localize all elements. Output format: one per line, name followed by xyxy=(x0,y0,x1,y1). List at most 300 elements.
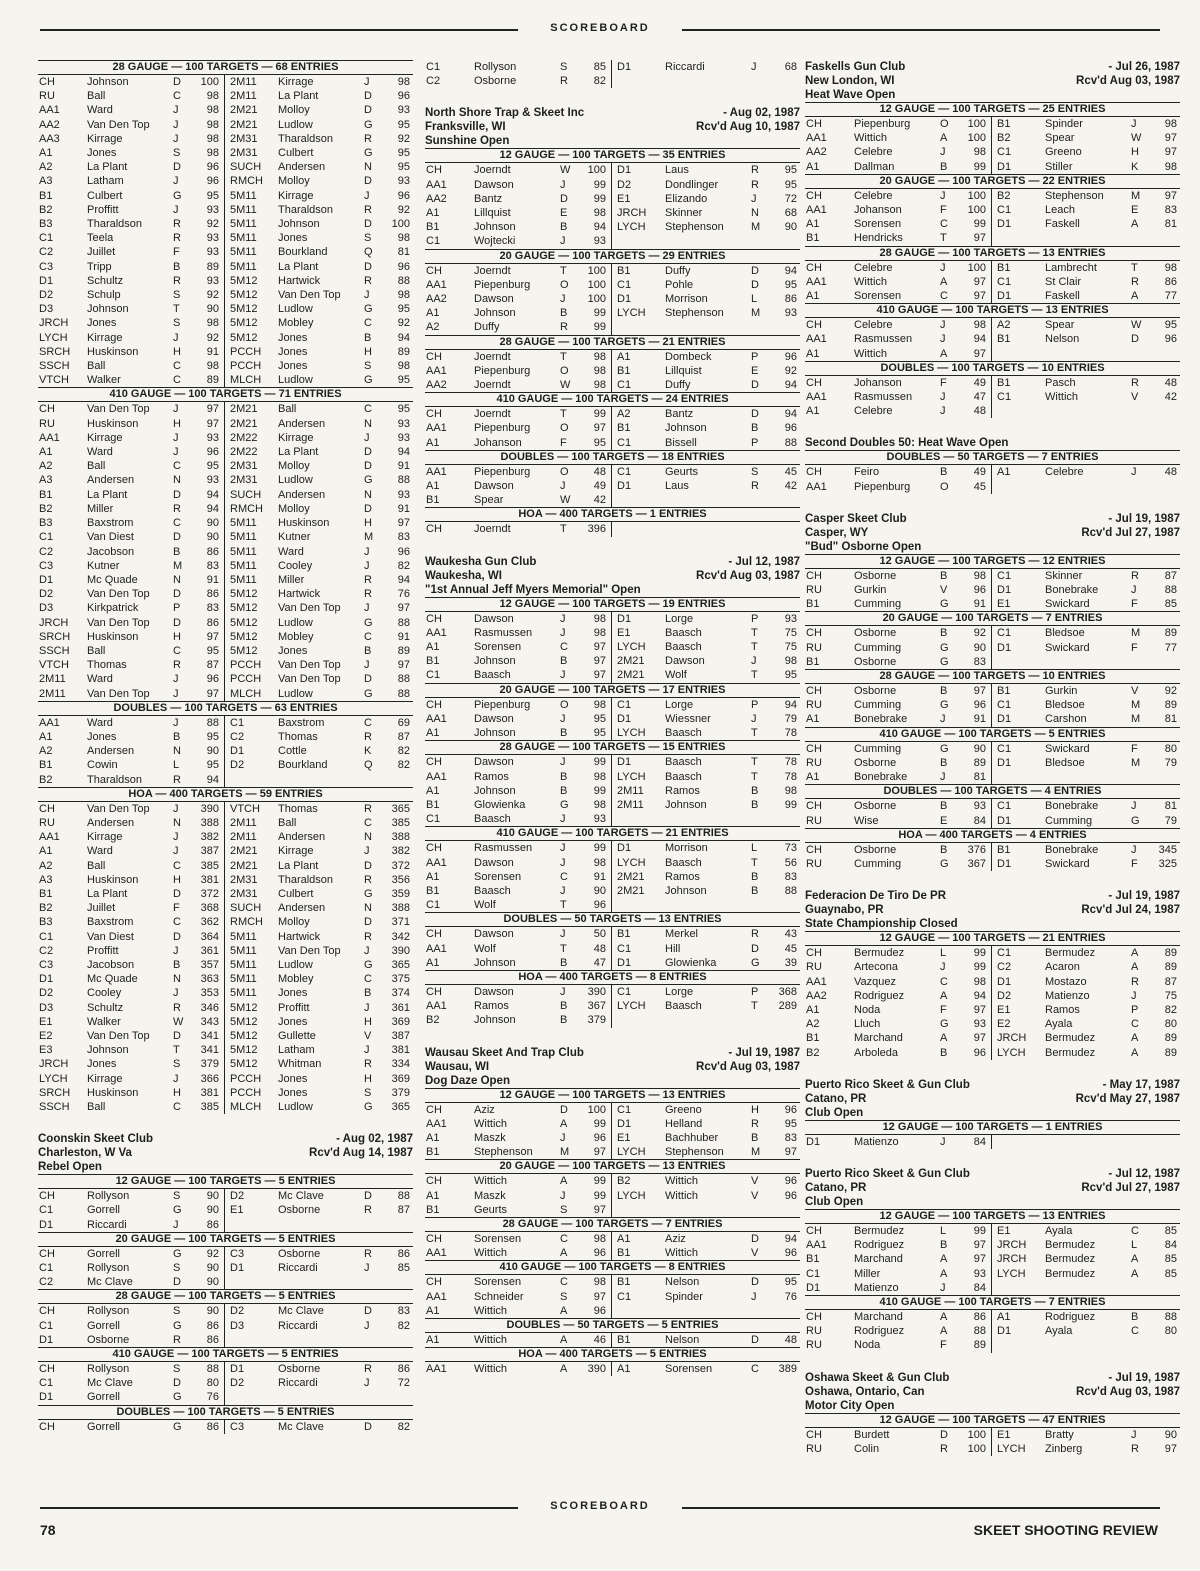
shooter-initial: J xyxy=(560,178,566,191)
shooter-score xyxy=(381,1218,415,1232)
result-row xyxy=(805,655,1182,669)
shooter-score: 97 xyxy=(397,659,410,672)
shooter-name xyxy=(664,1304,750,1318)
shooter-initial: V xyxy=(751,1247,759,1260)
shooter-initial: B xyxy=(751,784,759,797)
shooter-score: 86 xyxy=(1164,275,1177,288)
shooter-score: 98 xyxy=(206,147,219,160)
shooter-score: 98 xyxy=(973,569,986,582)
result-row xyxy=(425,798,802,812)
shooter-name: Piepenburg xyxy=(474,698,531,711)
event-header: 410 GAUGE — 100 TARGETS — 24 ENTRIES xyxy=(425,392,800,407)
class-code: JRCH xyxy=(39,317,69,330)
shooter-name: Ramos xyxy=(474,770,509,783)
shooter-initial: A xyxy=(940,1310,948,1323)
results-table xyxy=(38,802,415,1114)
event-header: 410 GAUGE — 100 TARGETS — 7 ENTRIES xyxy=(805,1295,1180,1310)
class-code: D1 xyxy=(806,1135,821,1148)
shooter-initial: C xyxy=(940,218,948,231)
shooter-initial: J xyxy=(173,431,179,444)
result-row xyxy=(38,402,415,416)
shooter-score: 96 xyxy=(397,90,410,103)
shooter-name: Bantz xyxy=(474,192,503,205)
shooter-name: Stephenson xyxy=(665,1146,724,1159)
shooter-initial: J xyxy=(751,1290,757,1303)
shooter-score: 99 xyxy=(593,756,606,769)
shooter-name: Rasmussen xyxy=(854,391,913,404)
shooter-initial: R xyxy=(364,802,372,815)
result-row xyxy=(805,189,1182,203)
class-code: 5M12 xyxy=(225,302,278,316)
shooter-initial: R xyxy=(173,773,181,786)
shooter-initial: S xyxy=(560,1203,568,1216)
result-row xyxy=(38,189,415,203)
shooter-name: Hartwick xyxy=(278,274,321,287)
shooter-name: Wittich xyxy=(474,1175,507,1188)
shooter-name: Andersen xyxy=(87,816,135,829)
shooter-score: 91 xyxy=(593,870,606,883)
club-block xyxy=(38,1132,413,1434)
shooter-initial: G xyxy=(364,958,373,971)
shooter-score: 95 xyxy=(397,374,410,387)
shooter-initial: J xyxy=(173,944,179,957)
shooter-initial: D xyxy=(364,460,372,473)
result-row xyxy=(38,89,415,103)
shooter-initial: R xyxy=(364,1363,372,1376)
shooter-name: Osborne xyxy=(854,800,897,813)
shooter-name: Sorensen xyxy=(665,1363,713,1376)
class-code xyxy=(225,1390,278,1404)
shooter-initial: J xyxy=(364,545,370,558)
shooter-name: Piepenburg xyxy=(474,278,531,291)
shooter-initial: D xyxy=(751,379,759,392)
shooter-score: 95 xyxy=(784,669,797,682)
shooter-initial: T xyxy=(751,669,758,682)
shooter-name: Hartwick xyxy=(278,930,321,943)
shooter-score: 94 xyxy=(973,333,986,346)
result-row xyxy=(805,756,1182,770)
shooter-initial: C xyxy=(1131,1018,1139,1031)
class-code: 5M11 xyxy=(225,559,278,573)
class-code: CH xyxy=(426,264,442,277)
club-name: Oshawa Skeet & Gun Club xyxy=(805,1371,950,1384)
class-code: A3 xyxy=(39,175,53,188)
shooter-score: 93 xyxy=(593,813,606,826)
class-code: C1 xyxy=(992,626,1045,640)
result-row xyxy=(425,770,802,784)
event-block xyxy=(425,450,800,508)
shooter-name: Stephenson xyxy=(665,307,724,320)
class-code: B1 xyxy=(39,488,53,501)
shooter-score: 96 xyxy=(973,584,986,597)
result-row xyxy=(425,1145,802,1159)
shooter-initial: G xyxy=(364,118,373,131)
results-table xyxy=(425,163,802,248)
shooter-score xyxy=(768,74,802,88)
shooter-initial: G xyxy=(173,189,182,202)
shooter-score: 87 xyxy=(397,730,410,743)
class-code: A1 xyxy=(806,218,820,231)
shooter-name: Van Den Top xyxy=(87,1030,150,1042)
shooter-initial: A xyxy=(940,1032,948,1045)
shooter-score: 98 xyxy=(973,146,986,159)
class-code: E2 xyxy=(992,1017,1045,1031)
class-code: 5M11 xyxy=(225,231,278,245)
class-code: CH xyxy=(39,1420,55,1433)
results-table xyxy=(425,841,802,912)
shooter-score: 90 xyxy=(593,884,606,897)
shooter-initial: J xyxy=(1131,1428,1137,1441)
shooter-name: Duffy xyxy=(665,379,691,392)
club-block xyxy=(805,1078,1180,1149)
class-code: CH xyxy=(426,408,442,421)
shooter-score: 98 xyxy=(593,379,606,392)
class-code: D3 xyxy=(39,1001,54,1014)
result-row xyxy=(805,684,1182,698)
results-table xyxy=(38,1362,415,1405)
shooter-score: 99 xyxy=(593,842,606,855)
class-code: D1 xyxy=(992,712,1045,726)
result-row xyxy=(38,944,415,958)
club-city: Wausau, WI xyxy=(425,1060,490,1073)
shooter-name: Sorensen xyxy=(474,641,522,654)
club-location-line xyxy=(805,1092,1180,1106)
class-code: CH xyxy=(426,1276,442,1289)
shooter-initial: G xyxy=(173,1204,182,1217)
shooter-name: La Plant xyxy=(87,488,128,501)
class-code: D1 xyxy=(612,479,665,493)
shooter-score: 94 xyxy=(397,331,410,344)
shooter-score: 99 xyxy=(593,192,606,205)
class-code: RU xyxy=(39,90,55,103)
shooter-score: 97 xyxy=(973,685,986,698)
shooter-initial: H xyxy=(173,417,181,430)
result-row xyxy=(38,1247,415,1261)
shooter-score: 385 xyxy=(200,1101,219,1114)
shooter-score: 86 xyxy=(206,588,219,601)
class-code: 2M21 xyxy=(225,844,278,858)
shooter-name: Ball xyxy=(87,1101,106,1114)
shooter-initial xyxy=(750,234,768,248)
class-code: A2 xyxy=(39,460,53,473)
results-table xyxy=(425,350,802,393)
class-code: C1 xyxy=(39,1377,54,1390)
class-code: C1 xyxy=(992,275,1045,289)
shooter-initial: V xyxy=(751,1189,759,1202)
shooter-name: Whitman xyxy=(278,1058,322,1071)
class-code: A1 xyxy=(39,730,53,743)
class-code: D1 xyxy=(612,163,665,177)
shooter-score: 382 xyxy=(391,845,410,858)
shooter-name: Dawson xyxy=(474,293,514,306)
class-code: D2 xyxy=(992,989,1045,1003)
shooter-score: 81 xyxy=(397,246,410,259)
class-code: A1 xyxy=(426,641,440,654)
shooter-name: Skinner xyxy=(665,207,703,220)
class-code: LYCH xyxy=(612,306,665,320)
club-header-line xyxy=(425,555,800,569)
shooter-score: 84 xyxy=(1164,1239,1177,1252)
shooter-score: 88 xyxy=(397,687,410,700)
shooter-initial: D xyxy=(751,942,759,955)
shooter-score: 72 xyxy=(784,192,797,205)
shooter-score: 88 xyxy=(973,1325,986,1338)
shooter-name xyxy=(277,773,363,787)
class-code: D1 xyxy=(992,583,1045,597)
shooter-name: Bourkland xyxy=(278,246,328,259)
shooter-name: Huskinson xyxy=(87,345,139,358)
shooter-score: 93 xyxy=(206,246,219,259)
class-code: 2M11 xyxy=(39,687,66,700)
class-code: B1 xyxy=(39,887,53,900)
class-code: CH xyxy=(806,466,822,479)
class-code: AA1 xyxy=(426,422,447,435)
class-code: C1 xyxy=(426,899,441,912)
result-row xyxy=(425,1333,802,1347)
shooter-name: Baasch xyxy=(474,669,511,682)
shooter-score: 372 xyxy=(200,887,219,900)
shooter-name: Jones xyxy=(87,317,117,330)
shooter-name: Kutner xyxy=(278,531,311,544)
shooter-initial xyxy=(363,773,381,787)
shooter-name: Bratty xyxy=(1045,1428,1074,1441)
shooter-name xyxy=(664,1203,750,1217)
shooter-name: Molloy xyxy=(278,502,310,515)
results-table xyxy=(805,1310,1182,1353)
results-table xyxy=(38,1247,415,1290)
class-code xyxy=(992,404,1045,418)
class-code: 2M22 xyxy=(225,445,278,459)
shooter-name: Gurkin xyxy=(854,584,887,597)
result-row xyxy=(425,1362,802,1376)
shooter-score: 50 xyxy=(593,928,606,941)
shooter-score: 389 xyxy=(778,1363,797,1376)
class-code: A1 xyxy=(992,465,1045,479)
event-block xyxy=(425,740,800,826)
event-block xyxy=(425,597,800,683)
shooter-score: 76 xyxy=(397,588,410,601)
class-code: D1 xyxy=(39,1391,54,1404)
shooter-score: 95 xyxy=(206,759,219,772)
shooter-name: Stephenson xyxy=(1045,189,1104,202)
shooter-score xyxy=(1148,347,1182,361)
event-block xyxy=(805,611,1180,669)
class-code: C1 xyxy=(612,378,665,392)
shooter-name: Dawson xyxy=(665,655,705,668)
shooter-score: 97 xyxy=(784,1146,797,1159)
shooter-score: 93 xyxy=(397,488,410,501)
result-row xyxy=(425,1131,802,1145)
shooter-score: 90 xyxy=(206,1305,219,1318)
shooter-initial: N xyxy=(364,161,372,174)
class-code: D1 xyxy=(992,160,1045,174)
shooter-initial: M xyxy=(1131,713,1141,726)
shooter-score: 86 xyxy=(206,616,219,629)
shoot-line xyxy=(805,540,1180,554)
shooter-score: 100 xyxy=(967,1428,986,1441)
result-row xyxy=(38,545,415,559)
class-code: D1 xyxy=(992,756,1045,770)
class-code: D1 xyxy=(225,1261,278,1275)
class-code: 5M12 xyxy=(225,1043,278,1057)
shooter-name: Van Den Top xyxy=(87,802,150,815)
class-code: JRCH xyxy=(612,206,665,220)
shooter-initial: F xyxy=(173,246,180,259)
shooter-initial: G xyxy=(364,147,373,160)
shooter-score: 97 xyxy=(1164,1442,1177,1455)
shooter-initial: R xyxy=(364,203,372,216)
class-code: A2 xyxy=(426,321,440,334)
shooter-score: 94 xyxy=(206,773,219,786)
shooter-name: Wittich xyxy=(1045,391,1078,404)
shoot-date: - Jul 19, 1987 xyxy=(1108,1371,1180,1384)
shooter-name: Baasch xyxy=(474,884,511,897)
shooter-initial: F xyxy=(560,436,567,449)
shooter-score: 86 xyxy=(397,1363,410,1376)
result-row xyxy=(38,274,415,288)
shooter-name: Kirrage xyxy=(278,845,314,858)
shooter-name: Johnson xyxy=(87,303,129,316)
class-code: 5M11 xyxy=(225,545,278,559)
shooter-name: Wittich xyxy=(474,1247,507,1260)
shooter-initial: S xyxy=(751,465,759,478)
shooter-name: Nelson xyxy=(1045,333,1080,346)
shooter-initial: F xyxy=(1131,857,1138,870)
shooter-score: 99 xyxy=(973,1224,986,1237)
class-code: AA2 xyxy=(426,192,447,205)
class-code: B1 xyxy=(806,598,820,611)
shooter-initial: S xyxy=(173,1190,181,1203)
shooter-name: Ward xyxy=(87,446,113,459)
class-code: AA2 xyxy=(426,293,447,306)
class-code: AA1 xyxy=(426,1000,447,1013)
shooter-score: 43 xyxy=(784,928,797,941)
shooter-initial: S xyxy=(173,289,181,302)
class-code: D2 xyxy=(225,758,278,772)
club-name: Faskells Gun Club xyxy=(805,61,906,73)
shooter-score: 98 xyxy=(593,798,606,811)
class-code: AA2 xyxy=(806,146,827,159)
result-row xyxy=(425,712,802,726)
shooter-name: Jones xyxy=(87,730,117,743)
shooter-initial: J xyxy=(364,289,370,302)
shooter-initial: D xyxy=(364,175,372,188)
result-row xyxy=(805,318,1182,332)
shooter-initial: C xyxy=(940,975,948,988)
shooter-name: Mc Clave xyxy=(278,1305,324,1318)
shooter-score xyxy=(768,522,802,536)
class-code: VTCH xyxy=(39,659,69,672)
shooter-name: Bermudez xyxy=(1045,1253,1096,1266)
class-code: C1 xyxy=(992,390,1045,404)
class-code: MLCH xyxy=(225,687,278,701)
shooter-name: Johnson xyxy=(87,76,129,88)
class-code: C1 xyxy=(612,942,665,956)
results-table xyxy=(425,264,802,335)
shooter-name: Maszk xyxy=(474,1189,506,1202)
result-row xyxy=(425,654,802,668)
class-code: B2 xyxy=(39,773,53,786)
shooter-score: 99 xyxy=(593,1189,606,1202)
result-row xyxy=(805,1281,1182,1295)
shooter-name: Mc Quade xyxy=(87,573,138,586)
result-row xyxy=(38,174,415,188)
shooter-score: 89 xyxy=(1164,1046,1177,1059)
shooter-initial: D xyxy=(364,90,372,103)
shooter-score: 388 xyxy=(391,831,410,844)
shooter-score: 98 xyxy=(593,856,606,869)
shooter-score: 99 xyxy=(593,1175,606,1188)
shoot-date: - May 17, 1987 xyxy=(1102,1078,1180,1091)
class-code: PCCH xyxy=(225,345,278,359)
shooter-name: Cumming xyxy=(1045,814,1093,827)
shooter-score: 94 xyxy=(784,264,797,277)
class-code xyxy=(992,231,1045,245)
shooter-score: 79 xyxy=(784,712,797,725)
event-header: 28 GAUGE — 100 TARGETS — 5 ENTRIES xyxy=(38,1289,413,1304)
shooter-score xyxy=(768,812,802,826)
shooter-score: 89 xyxy=(1164,1032,1177,1045)
shooter-initial: V xyxy=(1131,391,1139,404)
shooter-name: Jones xyxy=(278,331,308,344)
shooter-initial: D xyxy=(173,588,181,601)
class-code: AA1 xyxy=(806,975,827,988)
shooter-score: 94 xyxy=(784,408,797,421)
shooter-score: 361 xyxy=(200,944,219,957)
class-code: CH xyxy=(426,928,442,941)
class-code: D1 xyxy=(992,217,1045,231)
shooter-score: 289 xyxy=(778,1000,797,1013)
shooter-name: Huskinson xyxy=(87,873,139,886)
class-code: B1 xyxy=(992,376,1045,390)
result-row xyxy=(805,1310,1182,1324)
shooter-score: 92 xyxy=(1164,685,1177,698)
shooter-name: Van Den Top xyxy=(278,673,341,686)
class-code: A1 xyxy=(806,160,820,173)
class-code: D1 xyxy=(612,841,665,855)
footer-rule-right xyxy=(682,1507,1160,1509)
class-code: B2 xyxy=(612,1174,665,1188)
shooter-name: Laus xyxy=(665,480,689,493)
shooter-name xyxy=(1044,347,1130,361)
shoot-name: "Bud" Osborne Open xyxy=(805,540,922,553)
shooter-score: 83 xyxy=(397,1305,410,1318)
shooter-score: 91 xyxy=(397,460,410,473)
class-code: E1 xyxy=(612,626,665,640)
shooter-score: 100 xyxy=(391,218,410,231)
class-code: E1 xyxy=(612,1131,665,1145)
club-header-line xyxy=(805,60,1180,74)
class-code: CH xyxy=(426,1175,442,1188)
shooter-name: Glowienka xyxy=(665,956,717,969)
shooter-name: Van Den Top xyxy=(87,403,150,416)
shooter-initial: J xyxy=(364,1262,370,1275)
shooter-score: 91 xyxy=(397,630,410,643)
shooter-name: Molloy xyxy=(278,916,310,929)
club-header-line xyxy=(805,889,1180,903)
shooter-name: Bourkland xyxy=(278,759,328,772)
shooter-name: Jones xyxy=(278,1015,308,1028)
result-row xyxy=(425,942,802,956)
shoot-date: - Jul 19, 1987 xyxy=(728,1046,800,1059)
shooter-initial: A xyxy=(940,1253,948,1266)
shoot-line xyxy=(805,1399,1180,1413)
shooter-initial: M xyxy=(751,307,761,320)
shooter-initial: J xyxy=(173,1072,179,1085)
shooter-score: 98 xyxy=(973,975,986,988)
class-code: LYCH xyxy=(992,1046,1045,1060)
shooter-name: Gorrell xyxy=(87,1247,121,1260)
